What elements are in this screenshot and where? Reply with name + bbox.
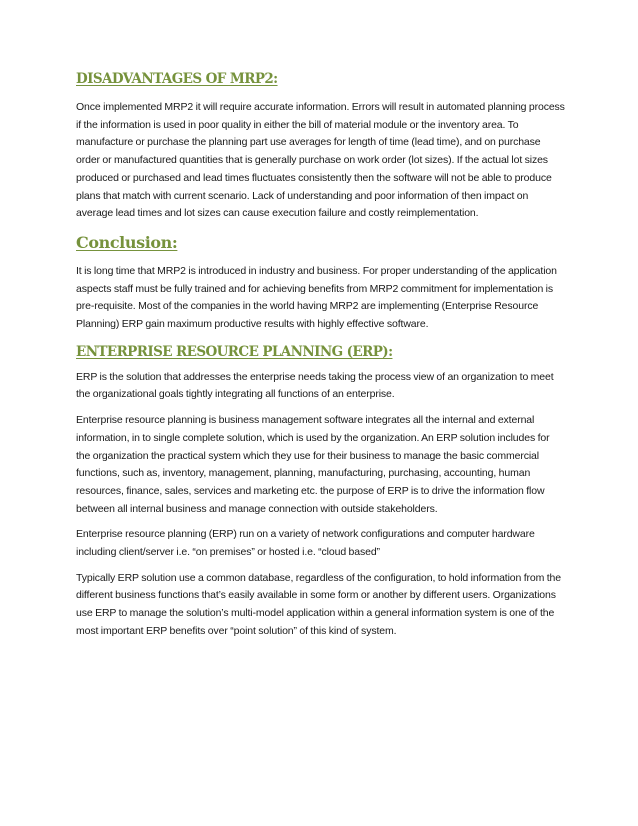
paragraph-disadvantages: Once implemented MRP2 it will require accurate information. Errors will result in automated planning process if the information is used in poor quality in either the bill of material module or the inventory area. To manufacture or purchase the planning part use averages for length of time (lead time), and on purchase order or manufactured quantities that is generally purchase on work order (lot sizes). If the actual lot sizes produced or purchased and lead times fluctuates consistently then the software will not be able to produce plans that match with current scenario. Lack of understanding and poor information of then impact on average lead times and lot sizes can cause execution failure and costly reimplementation. [76,101,565,220]
paragraph-erp-software: Enterprise resource planning is business management software integrates all the internal and external information, in to single complete solution, which is used by the organization. An ERP solution includes for the organization the practical system which they use for their business to manage the basic commercial functions, such as, inventory, management, planning, manufacturing, purchasing, accounting, human resources, finance, sales, services and marketing etc. the purpose of ERP is to drive the information flow between all internal business and manage connection with outside stakeholders. [76,414,550,515]
heading-erp: ENTERPRISE RESOURCE PLANNING (ERP): [76,343,393,360]
heading-conclusion: Conclusion: [76,232,178,252]
paragraph-erp-database: Typically ERP solution use a common database, regardless of the configuration, to hold information from the different business functions that’s easily available in some form or another by different users. Organizations use ERP to manage the solution’s multi-model application within a general information system is one of the most important ERP benefits over “point solution” of this kind of system. [76,571,561,637]
paragraph-erp-deployment: Enterprise resource planning (ERP) run on a variety of network configurations and computer hardware including client/server i.e. “on premises” or hosted i.e. “cloud based” [76,528,535,559]
paragraph-conclusion: It is long time that MRP2 is introduced in industry and business. For proper understanding of the application aspects staff must be fully trained and for achieving benefits from MRP2 commitment for implementation is pre-requisite. Most of the companies in the world having MRP2 are implementing (Enterprise Resource Planning) ERP gain maximum productive results with highly effective software. [76,264,557,331]
heading-disadvantages-mrp2: DISADVANTAGES OF MRP2: [76,71,278,87]
paragraph-erp-definition: ERP is the solution that addresses the enterprise needs taking the process view of an organization to meet the organizational goals tightly integrating all functions of an enterprise. [76,370,554,401]
document-body [76,70,566,641]
